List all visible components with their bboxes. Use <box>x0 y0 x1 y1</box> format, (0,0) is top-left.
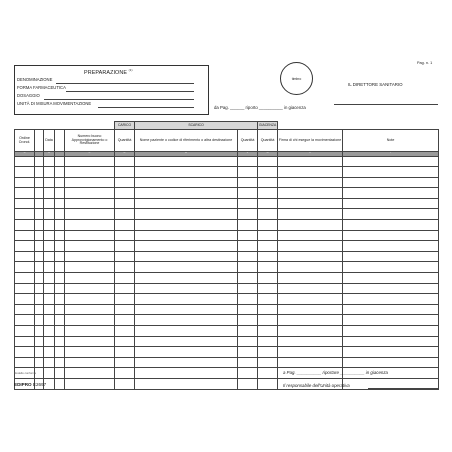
table-cell[interactable] <box>258 304 278 315</box>
table-cell[interactable] <box>258 167 278 178</box>
table-cell[interactable] <box>55 368 65 379</box>
col-stock-qty: Quantità <box>258 130 278 152</box>
table-cell[interactable] <box>343 347 439 358</box>
table-cell[interactable] <box>238 368 258 379</box>
table-cell[interactable] <box>343 167 439 178</box>
table-cell[interactable] <box>55 283 65 294</box>
table-cell[interactable] <box>35 251 44 262</box>
table-cell[interactable] <box>55 336 65 347</box>
table-cell[interactable] <box>15 315 35 326</box>
table-cell[interactable] <box>278 230 343 241</box>
table-cell[interactable] <box>65 198 115 209</box>
table-cell[interactable] <box>115 347 135 358</box>
table-cell[interactable] <box>35 315 44 326</box>
table-cell[interactable] <box>55 188 65 199</box>
table-row <box>15 347 439 358</box>
table-cell[interactable] <box>115 304 135 315</box>
table-cell[interactable] <box>15 357 35 368</box>
table-cell[interactable] <box>343 251 439 262</box>
table-cell[interactable] <box>343 209 439 220</box>
table-row <box>15 230 439 241</box>
table-cell[interactable] <box>115 251 135 262</box>
footer-responsible: Il responsabile dell'Unità operativa <box>283 383 350 388</box>
field-unita-label: UNITÀ DI MISURA MOVIMENTAZIONE <box>17 101 92 106</box>
table-cell[interactable] <box>44 251 55 262</box>
table-cell[interactable] <box>135 167 238 178</box>
table-cell[interactable] <box>238 230 258 241</box>
table-cell[interactable] <box>135 357 238 368</box>
table-cell[interactable] <box>238 167 258 178</box>
table-cell[interactable] <box>55 177 65 188</box>
table-cell[interactable] <box>35 241 44 252</box>
table-cell[interactable] <box>278 220 343 231</box>
table-cell[interactable] <box>343 220 439 231</box>
table-cell[interactable] <box>35 336 44 347</box>
table-cell[interactable] <box>135 241 238 252</box>
table-cell[interactable] <box>115 209 135 220</box>
table-cell[interactable] <box>55 294 65 305</box>
table-cell[interactable] <box>65 230 115 241</box>
col-patient: Nome paziente o codice di riferimento o altra destinazione <box>135 130 238 152</box>
table-cell[interactable] <box>15 156 35 167</box>
table-cell[interactable] <box>44 315 55 326</box>
table-cell[interactable] <box>65 347 115 358</box>
table-cell[interactable] <box>278 336 343 347</box>
table-cell[interactable] <box>115 230 135 241</box>
table-cell[interactable] <box>258 251 278 262</box>
table-cell[interactable] <box>115 220 135 231</box>
table-cell[interactable] <box>115 167 135 178</box>
table-cell[interactable] <box>135 336 238 347</box>
table-cell[interactable] <box>44 347 55 358</box>
table-row <box>15 156 439 167</box>
table-cell[interactable] <box>35 262 44 273</box>
table-cell[interactable] <box>55 156 65 167</box>
table-row <box>15 251 439 262</box>
table-row <box>15 241 439 252</box>
register-rows <box>15 156 439 389</box>
table-cell[interactable] <box>65 357 115 368</box>
table-cell[interactable] <box>44 209 55 220</box>
table-cell[interactable] <box>115 294 135 305</box>
table-cell[interactable] <box>115 241 135 252</box>
table-cell[interactable] <box>278 294 343 305</box>
table-cell[interactable] <box>35 188 44 199</box>
table-cell[interactable] <box>44 357 55 368</box>
table-cell[interactable] <box>238 209 258 220</box>
table-cell[interactable] <box>44 283 55 294</box>
table-cell[interactable] <box>44 336 55 347</box>
table-cell[interactable] <box>343 198 439 209</box>
table-row <box>15 304 439 315</box>
table-cell[interactable] <box>55 326 65 337</box>
table-cell[interactable] <box>55 357 65 368</box>
col-load-qty: Quantità <box>115 130 135 152</box>
table-cell[interactable] <box>44 156 55 167</box>
group-stock: GIACENZA <box>258 122 278 130</box>
table-cell[interactable] <box>15 230 35 241</box>
table-cell[interactable] <box>278 209 343 220</box>
table-cell[interactable] <box>238 273 258 284</box>
table-cell[interactable] <box>258 198 278 209</box>
table-cell[interactable] <box>238 304 258 315</box>
field-dosaggio-line[interactable] <box>44 99 194 100</box>
table-cell[interactable] <box>44 368 55 379</box>
table-cell[interactable] <box>135 220 238 231</box>
table-cell[interactable] <box>115 336 135 347</box>
table-row <box>15 283 439 294</box>
col-signature: Firma di chi esegue la movimentazione <box>278 130 343 152</box>
table-cell[interactable] <box>258 294 278 305</box>
table-cell[interactable] <box>15 304 35 315</box>
table-cell[interactable] <box>35 326 44 337</box>
table-cell[interactable] <box>65 304 115 315</box>
table-cell[interactable] <box>55 241 65 252</box>
table-cell[interactable] <box>15 251 35 262</box>
table-cell[interactable] <box>44 177 55 188</box>
table-cell[interactable] <box>35 273 44 284</box>
table-cell[interactable] <box>44 262 55 273</box>
table-cell[interactable] <box>238 283 258 294</box>
table-cell[interactable] <box>65 315 115 326</box>
table-cell[interactable] <box>65 326 115 337</box>
table-cell[interactable] <box>35 357 44 368</box>
table-cell[interactable] <box>278 304 343 315</box>
table-cell[interactable] <box>55 209 65 220</box>
table-cell[interactable] <box>35 294 44 305</box>
col-voucher: Numero buono Approvvigionamento o Restituzione <box>65 130 115 152</box>
field-unita-line[interactable] <box>98 107 194 108</box>
table-row <box>15 326 439 337</box>
table-cell[interactable] <box>238 241 258 252</box>
table-cell[interactable] <box>258 177 278 188</box>
director-title: IL DIRETTORE SANITARIO <box>348 82 403 87</box>
table-cell[interactable] <box>15 198 35 209</box>
table-cell[interactable] <box>35 283 44 294</box>
table-cell[interactable] <box>115 283 135 294</box>
group-header-row <box>15 122 439 130</box>
table-cell[interactable] <box>278 198 343 209</box>
table-cell[interactable] <box>135 304 238 315</box>
table-cell[interactable] <box>44 241 55 252</box>
table-cell[interactable] <box>343 336 439 347</box>
table-cell[interactable] <box>135 209 238 220</box>
table-cell[interactable] <box>44 188 55 199</box>
table-cell[interactable] <box>65 188 115 199</box>
table-cell[interactable] <box>258 378 278 389</box>
table-cell[interactable] <box>258 347 278 358</box>
table-cell[interactable] <box>278 283 343 294</box>
table-cell[interactable] <box>238 177 258 188</box>
table-cell[interactable] <box>55 220 65 231</box>
table-row <box>15 209 439 220</box>
table-cell[interactable] <box>15 294 35 305</box>
table-cell[interactable] <box>35 220 44 231</box>
table-cell[interactable] <box>35 347 44 358</box>
carryover-text: da Pag. ______ riporto __________ in giacenza <box>214 105 306 110</box>
table-cell[interactable] <box>65 273 115 284</box>
table-cell[interactable] <box>135 368 238 379</box>
table-cell[interactable] <box>15 177 35 188</box>
table-cell[interactable] <box>343 304 439 315</box>
table-row <box>15 273 439 284</box>
table-row <box>15 167 439 178</box>
table-cell[interactable] <box>238 315 258 326</box>
table-cell[interactable] <box>258 188 278 199</box>
table-cell[interactable] <box>15 188 35 199</box>
table-cell[interactable] <box>238 188 258 199</box>
table-cell[interactable] <box>135 273 238 284</box>
group-unload: SCARICO <box>135 122 258 130</box>
table-row <box>15 294 439 305</box>
col-blank-2 <box>55 130 65 152</box>
table-cell[interactable] <box>343 283 439 294</box>
table-cell[interactable] <box>15 283 35 294</box>
stamp-circle <box>280 62 313 95</box>
preparation-title: PREPARAZIONE $^{(1)}$ <box>84 68 133 76</box>
table-cell[interactable] <box>65 156 115 167</box>
col-order: Ordine Cronol. <box>15 130 35 152</box>
table-row <box>15 336 439 347</box>
table-cell[interactable] <box>44 326 55 337</box>
table-row <box>15 188 439 199</box>
table-row <box>15 220 439 231</box>
table-cell[interactable] <box>15 241 35 252</box>
table-cell[interactable] <box>115 315 135 326</box>
table-cell[interactable] <box>35 198 44 209</box>
table-cell[interactable] <box>135 378 238 389</box>
table-cell[interactable] <box>115 188 135 199</box>
table-cell[interactable] <box>55 378 65 389</box>
group-load: CARICO <box>115 122 135 130</box>
table-cell[interactable] <box>238 378 258 389</box>
table-cell[interactable] <box>343 326 439 337</box>
table-row <box>15 198 439 209</box>
table-cell[interactable] <box>343 273 439 284</box>
table-cell[interactable] <box>115 368 135 379</box>
table-cell[interactable] <box>65 167 115 178</box>
table-cell[interactable] <box>135 188 238 199</box>
table-cell[interactable] <box>55 315 65 326</box>
table-cell[interactable] <box>343 294 439 305</box>
table-cell[interactable] <box>15 220 35 231</box>
table-cell[interactable] <box>278 251 343 262</box>
table-cell[interactable] <box>278 167 343 178</box>
table-cell[interactable] <box>238 294 258 305</box>
table-cell[interactable] <box>35 167 44 178</box>
table-row <box>15 177 439 188</box>
field-forma-label: FORMA FARMACEUTICA <box>17 85 66 90</box>
table-cell[interactable] <box>55 198 65 209</box>
table-cell[interactable] <box>278 262 343 273</box>
field-denominazione-label: DENOMINAZIONE <box>17 77 53 82</box>
table-cell[interactable] <box>135 156 238 167</box>
page-number: Pag. n. 1 <box>417 61 433 65</box>
table-cell[interactable] <box>35 156 44 167</box>
table-cell[interactable] <box>278 156 343 167</box>
table-cell[interactable] <box>35 230 44 241</box>
table-cell[interactable] <box>238 220 258 231</box>
table-cell[interactable] <box>115 177 135 188</box>
table-cell[interactable] <box>135 262 238 273</box>
table-cell[interactable] <box>238 262 258 273</box>
footer-signature-line[interactable] <box>368 388 438 389</box>
col-notes: Note <box>343 130 439 152</box>
table-cell[interactable] <box>65 378 115 389</box>
col-date: Data <box>44 130 55 152</box>
table-cell[interactable] <box>343 188 439 199</box>
table-cell[interactable] <box>258 262 278 273</box>
table-cell[interactable] <box>15 326 35 337</box>
table-cell[interactable] <box>278 188 343 199</box>
table-cell[interactable] <box>278 326 343 337</box>
table-cell[interactable] <box>15 347 35 358</box>
table-cell[interactable] <box>65 294 115 305</box>
table-cell[interactable] <box>55 167 65 178</box>
table-cell[interactable] <box>55 273 65 284</box>
col-blank-1 <box>35 130 44 152</box>
table-cell[interactable] <box>258 230 278 241</box>
table-cell[interactable] <box>278 241 343 252</box>
table-row <box>15 262 439 273</box>
table-cell[interactable] <box>65 283 115 294</box>
table-cell[interactable] <box>35 304 44 315</box>
table-cell[interactable] <box>343 241 439 252</box>
register-table <box>14 121 439 390</box>
table-cell[interactable] <box>258 220 278 231</box>
table-cell[interactable] <box>65 220 115 231</box>
director-signature-line[interactable] <box>334 104 438 105</box>
table-cell[interactable] <box>278 347 343 358</box>
table-cell[interactable] <box>115 378 135 389</box>
table-cell[interactable] <box>35 209 44 220</box>
table-cell[interactable] <box>238 156 258 167</box>
table-cell[interactable] <box>44 198 55 209</box>
table-cell[interactable] <box>15 336 35 347</box>
table-cell[interactable] <box>65 336 115 347</box>
table-cell[interactable] <box>115 357 135 368</box>
table-cell[interactable] <box>115 156 135 167</box>
table-cell[interactable] <box>238 198 258 209</box>
table-cell[interactable] <box>15 209 35 220</box>
footer-carryover: a Pag. __________ riportare __________ in giacenza <box>283 370 388 375</box>
table-cell[interactable] <box>258 241 278 252</box>
table-cell[interactable] <box>135 315 238 326</box>
table-cell[interactable] <box>15 167 35 178</box>
table-cell[interactable] <box>135 283 238 294</box>
table-cell[interactable] <box>35 177 44 188</box>
table-cell[interactable] <box>258 273 278 284</box>
table-cell[interactable] <box>44 230 55 241</box>
column-header-row <box>15 130 439 152</box>
table-cell[interactable] <box>343 177 439 188</box>
table-cell[interactable] <box>278 177 343 188</box>
field-forma-line[interactable] <box>66 91 194 92</box>
table-cell[interactable] <box>238 336 258 347</box>
table-cell[interactable] <box>278 357 343 368</box>
table-cell[interactable] <box>135 251 238 262</box>
field-dosaggio-label: DOSAGGIO <box>17 93 40 98</box>
col-unload-qty: Quantità <box>238 130 258 152</box>
table-cell[interactable] <box>55 304 65 315</box>
field-denominazione-line[interactable] <box>56 83 194 84</box>
table-row <box>15 315 439 326</box>
table-cell[interactable] <box>258 315 278 326</box>
table-cell[interactable] <box>55 251 65 262</box>
table-cell[interactable] <box>115 273 135 284</box>
column-code-row: A B C D E F G H I <box>15 152 439 157</box>
model-note: Modello conforme <box>14 371 37 375</box>
table-cell[interactable] <box>258 326 278 337</box>
table-cell[interactable] <box>238 347 258 358</box>
table-cell[interactable] <box>238 251 258 262</box>
table-cell[interactable] <box>65 262 115 273</box>
table-cell[interactable] <box>238 326 258 337</box>
table-cell[interactable] <box>15 262 35 273</box>
table-cell[interactable] <box>135 177 238 188</box>
table-cell[interactable] <box>343 156 439 167</box>
table-cell[interactable] <box>278 273 343 284</box>
table-cell[interactable] <box>258 156 278 167</box>
table-cell[interactable] <box>65 368 115 379</box>
table-cell[interactable] <box>44 167 55 178</box>
table-cell[interactable] <box>65 241 115 252</box>
table-cell[interactable] <box>44 273 55 284</box>
table-row <box>15 357 439 368</box>
table-cell[interactable] <box>65 177 115 188</box>
table-cell[interactable] <box>65 251 115 262</box>
table-cell[interactable] <box>55 347 65 358</box>
table-cell[interactable] <box>258 209 278 220</box>
table-cell[interactable] <box>44 294 55 305</box>
table-cell[interactable] <box>55 230 65 241</box>
table-cell[interactable] <box>343 230 439 241</box>
table-cell[interactable] <box>55 262 65 273</box>
table-cell[interactable] <box>343 315 439 326</box>
table-cell[interactable] <box>44 304 55 315</box>
table-cell[interactable] <box>115 262 135 273</box>
table-cell[interactable] <box>343 357 439 368</box>
table-cell[interactable] <box>44 220 55 231</box>
table-cell[interactable] <box>115 326 135 337</box>
table-cell[interactable] <box>115 198 135 209</box>
table-cell[interactable] <box>343 262 439 273</box>
stamp-label: timbro <box>291 76 302 81</box>
table-cell[interactable] <box>135 230 238 241</box>
brand-logo: EDIPRO E2697 <box>14 382 47 387</box>
table-cell[interactable] <box>15 273 35 284</box>
table-cell[interactable] <box>135 294 238 305</box>
table-cell[interactable] <box>258 336 278 347</box>
table-cell[interactable] <box>135 198 238 209</box>
table-cell[interactable] <box>258 283 278 294</box>
table-cell[interactable] <box>238 357 258 368</box>
table-cell[interactable] <box>258 368 278 379</box>
table-cell[interactable] <box>135 326 238 337</box>
table-cell[interactable] <box>278 315 343 326</box>
table-cell[interactable] <box>65 209 115 220</box>
table-cell[interactable] <box>258 357 278 368</box>
table-cell[interactable] <box>135 347 238 358</box>
